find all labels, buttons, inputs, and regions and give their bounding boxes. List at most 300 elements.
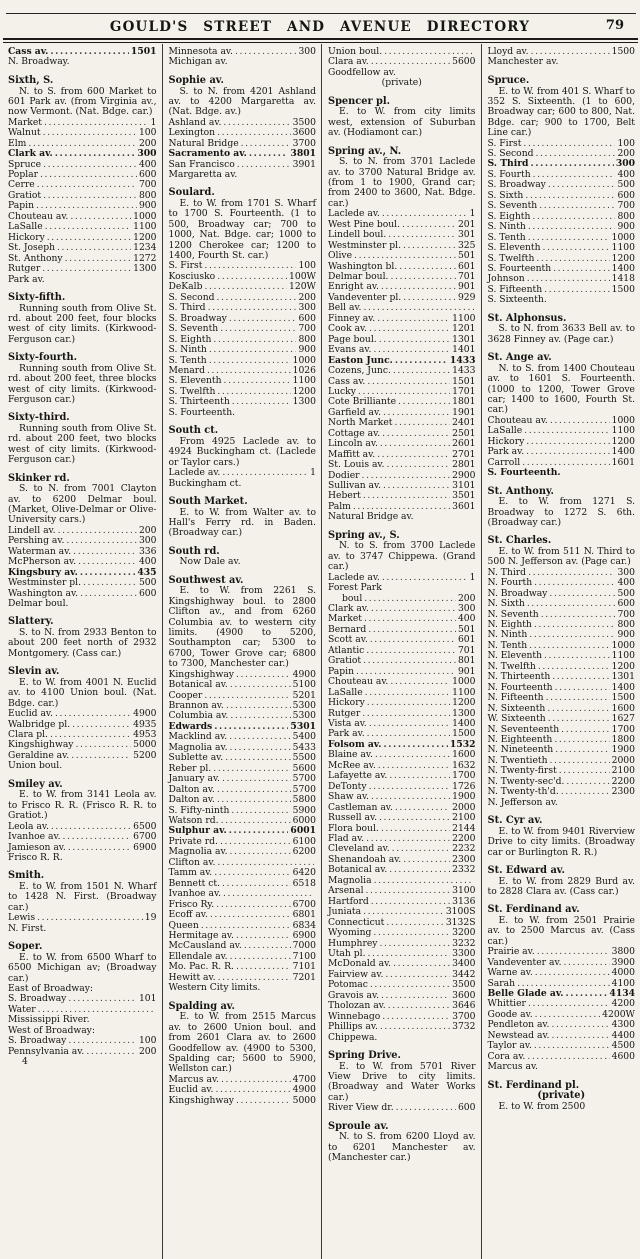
dot-leader bbox=[389, 771, 450, 781]
entry-house-number: 300 bbox=[457, 603, 476, 615]
entry-street-name: Laclede av. bbox=[328, 208, 380, 220]
directory-entry bbox=[328, 1103, 476, 1113]
dot-leader bbox=[57, 243, 131, 253]
dot-leader bbox=[65, 254, 131, 264]
dot-leader bbox=[50, 730, 131, 740]
street-heading: Slattery. bbox=[8, 616, 54, 628]
dot-leader bbox=[244, 941, 291, 951]
entry-house-number: 5000 bbox=[292, 1094, 316, 1106]
dot-leader bbox=[370, 635, 456, 645]
entry-street-name: Delmar boul. bbox=[328, 270, 389, 282]
street-block bbox=[488, 866, 636, 897]
entry-street-name: Menard bbox=[168, 365, 206, 376]
entry-house-number: 4000 bbox=[611, 967, 635, 979]
entry-house-number: 1726 bbox=[452, 780, 476, 792]
entry-street-name: Washington av. bbox=[8, 587, 79, 599]
entry-street-name: Private rd. bbox=[168, 835, 218, 847]
entry-street-name: S. Broadway bbox=[487, 179, 546, 191]
entry-street-name: Cook av. bbox=[328, 323, 368, 335]
entry-house-number: 5300 bbox=[292, 700, 316, 711]
entry-street-name: S. Broadway bbox=[8, 993, 67, 1005]
entry-street-name: Lucky bbox=[328, 385, 356, 397]
street-block bbox=[328, 1051, 476, 1114]
entry-street-name: Dodier bbox=[328, 469, 360, 481]
dot-leader bbox=[229, 314, 297, 324]
street-block bbox=[169, 1002, 317, 1106]
dot-leader bbox=[43, 160, 137, 170]
column-3 bbox=[321, 44, 481, 1259]
entry-street-name: Market bbox=[328, 613, 362, 625]
dot-leader bbox=[379, 939, 450, 949]
entry-house-number: 3132S bbox=[445, 916, 476, 928]
entry-street-name: Cerre bbox=[8, 179, 35, 191]
entry-street-name: Watson rd. bbox=[168, 814, 219, 826]
dot-leader bbox=[559, 766, 610, 776]
continuation-block bbox=[8, 47, 157, 68]
entry-street-name: N. Eighth bbox=[487, 619, 532, 631]
entry-street-name: Pennsylvania av. bbox=[8, 1045, 85, 1057]
street-block bbox=[8, 780, 157, 864]
entry-house-number: 1200 bbox=[133, 231, 157, 243]
dot-leader bbox=[236, 1096, 291, 1106]
entry-street-name: W. Sixteenth bbox=[487, 713, 546, 725]
directory-entry bbox=[8, 139, 157, 149]
entry-house-number: 2100 bbox=[611, 765, 635, 777]
entry-street-name: Ashland av. bbox=[168, 116, 222, 128]
entry-street-name: N. Thirteenth bbox=[487, 671, 551, 683]
entry-house-number: 7201 bbox=[292, 971, 316, 983]
entry-street-name: S. Fourteenth. bbox=[487, 467, 561, 479]
directory-entry bbox=[488, 968, 636, 978]
entry-house-number: 5301 bbox=[290, 720, 316, 732]
dot-leader bbox=[368, 949, 451, 959]
directory-entry bbox=[8, 709, 157, 719]
entry-street-name: McDonald av. bbox=[328, 958, 392, 970]
dot-leader bbox=[221, 1075, 291, 1085]
entry-street-name: Flora boul. bbox=[328, 822, 379, 834]
dot-leader bbox=[561, 725, 609, 735]
street-description: E. to W. from 6500 Wharf to 6500 Michigan av; (Broadway car.) bbox=[8, 951, 157, 984]
entry-house-number: 701 bbox=[457, 644, 476, 656]
entry-street-name: N. Twenty-sec'd. bbox=[487, 775, 565, 787]
entry-house-number: 3101 bbox=[452, 480, 476, 492]
directory-entry bbox=[169, 910, 317, 920]
dot-leader bbox=[383, 408, 450, 418]
entry-street-name: Hewitt av. bbox=[168, 971, 216, 983]
directory-entry bbox=[488, 714, 636, 724]
entry-street-name: Ellendale av. bbox=[168, 950, 228, 962]
dot-leader bbox=[403, 241, 456, 251]
entry-house-number: 5700 bbox=[292, 773, 316, 785]
entry-street-name: Botanical av. bbox=[168, 679, 228, 691]
street-heading: St. Cyr av. bbox=[487, 815, 543, 827]
street-heading: Spencer pl. bbox=[328, 95, 391, 107]
entry-street-name: Sublette av. bbox=[168, 752, 224, 764]
entry-house-number: 1433 bbox=[452, 365, 476, 377]
entry-house-number: 1100 bbox=[611, 242, 635, 254]
street-heading: South Market. bbox=[168, 495, 248, 507]
entry-street-name: Brannon av. bbox=[168, 700, 224, 711]
dot-leader bbox=[217, 128, 291, 138]
entry-house-number: 5300 bbox=[292, 710, 316, 722]
entry-house-number: 4600 bbox=[611, 1050, 635, 1062]
street-heading: Slevin av. bbox=[8, 666, 60, 678]
entry-street-name: Cottage av. bbox=[328, 427, 381, 439]
entry-house-number: 2000 bbox=[611, 754, 635, 766]
entry-house-number: 300 bbox=[137, 148, 157, 160]
entry-house-number: 5800 bbox=[292, 794, 316, 806]
entry-street-name: Euclid av. bbox=[168, 1084, 214, 1096]
dot-leader bbox=[373, 345, 450, 355]
dot-leader bbox=[80, 589, 137, 599]
dot-leader bbox=[217, 272, 287, 282]
dot-leader bbox=[528, 222, 616, 232]
dot-leader bbox=[28, 139, 137, 149]
entry-house-number: 3232 bbox=[452, 937, 476, 949]
street-description: N. to S. from 6200 Lloyd av. to 6201 Manchester av. (Manchester car.) bbox=[328, 1131, 476, 1164]
dot-leader bbox=[522, 458, 609, 468]
street-heading: Sixty-fourth. bbox=[8, 352, 78, 364]
dot-leader bbox=[392, 844, 450, 854]
entry-house-number: 3901 bbox=[292, 158, 316, 170]
directory-entry bbox=[169, 57, 317, 67]
dot-leader bbox=[217, 858, 314, 868]
entry-street-name: Wyoming bbox=[328, 927, 372, 939]
dot-leader bbox=[524, 426, 609, 436]
entry-street-name: Clara pl. bbox=[8, 729, 48, 740]
entry-house-number: 500 bbox=[617, 179, 635, 191]
dot-leader bbox=[394, 418, 450, 428]
entry-house-number: 6834 bbox=[292, 919, 316, 931]
entry-street-name: McPherson av. bbox=[8, 556, 77, 568]
street-heading: St. Edward av. bbox=[487, 864, 565, 876]
entry-street-name: Walnut bbox=[8, 127, 41, 139]
directory-entry bbox=[328, 78, 476, 88]
entry-street-name: Ecoff av. bbox=[168, 909, 208, 921]
entry-house-number: 6801 bbox=[292, 909, 316, 921]
directory-entry bbox=[8, 853, 157, 863]
street-description: E. to W. from Walter av. to Hall's Ferry rd. in Baden. (Broadway car.) bbox=[168, 506, 316, 539]
entry-street-name: Laclede av. bbox=[168, 467, 221, 479]
street-description: E. to W. from 2501 Prairie av. to 2500 Marcus av. (Cass car.) bbox=[487, 914, 635, 947]
dot-leader bbox=[38, 1005, 155, 1015]
entry-street-name: S. Ninth bbox=[168, 344, 207, 356]
entry-house-number: 4900 bbox=[292, 668, 316, 680]
entry-street-name: St. Anthony bbox=[8, 252, 63, 264]
entry-street-name: Elm bbox=[8, 137, 27, 149]
entry-street-name: Market bbox=[8, 116, 42, 128]
dot-leader bbox=[230, 952, 291, 962]
dot-leader bbox=[528, 568, 615, 578]
dot-leader bbox=[526, 437, 609, 447]
entry-house-number: 3601 bbox=[452, 500, 476, 512]
dot-leader bbox=[221, 816, 291, 826]
dot-leader bbox=[230, 743, 291, 753]
dot-leader bbox=[381, 991, 450, 1001]
entry-house-number: 300 bbox=[617, 566, 635, 578]
entry-house-number: 3600 bbox=[452, 989, 476, 1001]
entry-house-number: 800 bbox=[617, 210, 635, 222]
entry-house-number: 3700 bbox=[452, 1010, 476, 1022]
street-heading: South rd. bbox=[168, 545, 220, 557]
directory-entry bbox=[328, 1033, 476, 1043]
dot-leader bbox=[371, 57, 450, 67]
entry-street-name: S. Second bbox=[487, 147, 534, 159]
street-description: E. to W. from 511 N. Third to 500 N. Jefferson av. (Page car.) bbox=[487, 545, 635, 568]
dot-leader bbox=[214, 722, 288, 732]
entry-street-name: Arsenal bbox=[328, 885, 364, 897]
entry-street-name: Pendleton av. bbox=[487, 1019, 550, 1031]
entry-street-name: Maffitt av. bbox=[328, 448, 376, 460]
street-subheading: (private) bbox=[537, 1090, 586, 1102]
dot-leader bbox=[37, 180, 137, 190]
dot-leader bbox=[382, 573, 468, 583]
entry-house-number: 1200 bbox=[611, 252, 635, 264]
directory-entry bbox=[169, 983, 317, 993]
entry-street-name: Clara av. bbox=[328, 56, 369, 68]
entry-street-name: Park av. bbox=[487, 446, 525, 458]
street-block bbox=[8, 617, 157, 659]
entry-house-number: 4400 bbox=[611, 1029, 635, 1041]
entry-street-name: Poplar bbox=[8, 168, 39, 180]
entry-house-number: 2900 bbox=[452, 469, 476, 481]
entry-street-name: Lindell boul. bbox=[328, 229, 387, 241]
dot-leader bbox=[393, 959, 450, 969]
street-description: E. to W. from 401 S. Wharf to 352 S. Sixteenth. (1 to 600, Broadway car; 600 to 800, Nat. Bdge. car; 900 to 1700, Belt Line car.) bbox=[487, 85, 635, 139]
dot-leader bbox=[555, 745, 609, 755]
header-rule bbox=[3, 38, 638, 43]
entry-house-number: 300 bbox=[298, 302, 316, 314]
dot-leader bbox=[40, 170, 137, 180]
dot-leader bbox=[225, 753, 290, 763]
dot-leader bbox=[44, 118, 149, 128]
entry-house-number: 1401 bbox=[452, 344, 476, 356]
entry-street-name: N. Sixth bbox=[487, 598, 525, 610]
dot-leader bbox=[535, 1010, 601, 1020]
entry-street-name: Lincoln av. bbox=[328, 438, 378, 450]
entry-street-name: Columbia av. bbox=[168, 710, 229, 722]
entry-street-name: Magnolia av. bbox=[168, 741, 228, 753]
dot-leader bbox=[365, 688, 450, 698]
dot-leader bbox=[553, 264, 609, 274]
dot-leader bbox=[363, 656, 456, 666]
street-description: E. to W. from 9401 Riverview Drive to city limits. (Broadway car or Burlington R. R.) bbox=[487, 825, 635, 858]
dot-leader bbox=[213, 764, 290, 774]
street-block bbox=[169, 188, 317, 418]
entry-street-name: Atlantic bbox=[328, 644, 365, 656]
dot-leader bbox=[370, 980, 450, 990]
entry-house-number: 2232 bbox=[452, 843, 476, 855]
entry-street-name: Russell av. bbox=[328, 812, 377, 824]
entry-street-name: Lexington bbox=[168, 127, 216, 139]
entry-street-name: Pershing av. bbox=[8, 535, 65, 547]
entry-house-number: 3100S bbox=[445, 906, 476, 918]
entry-house-number: 400 bbox=[138, 556, 157, 568]
dot-leader bbox=[395, 356, 448, 366]
entry-house-number: 1000 bbox=[292, 354, 316, 366]
entry-street-name: Carroll bbox=[487, 456, 521, 468]
dot-leader bbox=[364, 594, 456, 604]
street-description: S. to N. from 2933 Benton to about 200 feet north of 2932 Montgomery. (Cass car.) bbox=[8, 627, 157, 659]
entry-house-number: 1701 bbox=[452, 385, 476, 397]
directory-entry bbox=[169, 345, 317, 355]
dot-leader bbox=[223, 889, 314, 899]
entry-house-number: 5201 bbox=[292, 689, 316, 701]
entry-street-name: Gratiot bbox=[8, 189, 42, 201]
continuation-block bbox=[169, 47, 317, 68]
entry-street-name: McRee av. bbox=[328, 759, 376, 771]
entry-house-number: 1901 bbox=[452, 406, 476, 418]
entry-house-number: 3136 bbox=[452, 895, 476, 907]
dot-leader bbox=[547, 704, 609, 714]
entry-street-name: Prairie av. bbox=[487, 946, 535, 958]
dot-leader bbox=[363, 491, 450, 501]
entry-house-number: 700 bbox=[617, 608, 635, 620]
entry-house-number: 1700 bbox=[611, 723, 635, 735]
entry-house-number: 501 bbox=[457, 250, 476, 262]
dot-leader bbox=[550, 416, 610, 426]
dot-leader bbox=[37, 913, 143, 923]
dot-leader bbox=[381, 282, 456, 292]
entry-street-name: DeKalb bbox=[168, 281, 203, 293]
dot-leader bbox=[51, 822, 131, 832]
street-description: E. to W. from 4001 N. Euclid av. to 4100 Union boul. (Nat. Bdge. car.) bbox=[8, 676, 157, 709]
entry-street-name: Juniata bbox=[328, 906, 362, 918]
dot-leader bbox=[201, 921, 291, 931]
entry-house-number: 1200 bbox=[292, 385, 316, 397]
entry-street-name: West of Broadway: bbox=[8, 1024, 95, 1036]
directory-entry bbox=[488, 295, 636, 305]
entry-street-name: S. Tenth bbox=[168, 354, 207, 366]
continuation-block bbox=[328, 47, 476, 89]
dot-leader bbox=[80, 568, 136, 578]
entry-house-number: 6900 bbox=[133, 841, 157, 853]
dot-leader bbox=[551, 1031, 609, 1041]
entry-house-number: 6001 bbox=[290, 825, 316, 837]
dot-leader bbox=[534, 620, 616, 630]
entry-street-name: S. Third bbox=[487, 158, 529, 170]
entry-house-number: 1 bbox=[469, 571, 476, 583]
dot-leader bbox=[543, 243, 610, 253]
street-heading: St. Charles. bbox=[487, 535, 552, 547]
entry-house-number: 500 bbox=[617, 587, 635, 599]
entry-street-name: S. Third bbox=[168, 302, 206, 314]
dot-leader bbox=[217, 387, 290, 397]
entry-house-number: 1400 bbox=[611, 262, 635, 274]
directory-entry bbox=[169, 1096, 317, 1106]
entry-house-number: 100 bbox=[298, 260, 316, 272]
entry-house-number: 1500 bbox=[611, 46, 635, 57]
entry-house-number: 301 bbox=[457, 229, 476, 241]
dot-leader bbox=[68, 1036, 137, 1046]
directory-entry bbox=[488, 1062, 636, 1072]
dot-leader bbox=[204, 691, 290, 701]
entry-house-number: 1400 bbox=[452, 718, 476, 729]
entry-street-name: East of Broadway: bbox=[8, 982, 94, 994]
entry-house-number: 400 bbox=[617, 168, 635, 180]
dot-leader bbox=[398, 397, 450, 407]
entry-house-number: 5400 bbox=[292, 731, 316, 743]
dot-leader bbox=[226, 701, 291, 711]
entry-street-name: Bernard bbox=[328, 623, 367, 635]
dot-leader bbox=[544, 651, 610, 661]
dot-leader bbox=[527, 599, 616, 609]
column-2 bbox=[162, 44, 322, 1259]
entry-house-number: 1100 bbox=[292, 375, 316, 387]
entry-street-name: Hebert bbox=[328, 490, 361, 502]
dot-leader bbox=[378, 761, 450, 771]
entry-street-name: Westminster pl. bbox=[8, 577, 82, 589]
entry-street-name: San Francisco bbox=[168, 158, 235, 170]
entry-house-number: 100 bbox=[138, 127, 157, 139]
entry-house-number: 5600 bbox=[452, 56, 476, 68]
dot-leader bbox=[358, 387, 450, 397]
entry-street-name: Lloyd av. bbox=[487, 46, 529, 57]
entry-street-name: Kingshighway bbox=[8, 739, 74, 751]
entry-house-number: 1433 bbox=[449, 354, 476, 366]
entry-house-number: 1501 bbox=[130, 46, 157, 57]
entry-street-name: Rutger bbox=[328, 707, 361, 719]
directory-entry bbox=[169, 170, 317, 180]
dot-leader bbox=[534, 578, 615, 588]
dot-leader bbox=[362, 471, 451, 481]
street-heading: St. Ferdinand pl. bbox=[487, 1079, 580, 1091]
dot-leader bbox=[517, 979, 610, 989]
dot-leader bbox=[544, 285, 609, 295]
street-block bbox=[328, 1122, 476, 1164]
dot-leader bbox=[528, 999, 610, 1009]
continuation-block bbox=[488, 47, 636, 68]
entry-house-number: 6500 bbox=[133, 820, 157, 832]
entry-house-number: 3200 bbox=[452, 927, 476, 939]
entry-house-number: 4100 bbox=[611, 977, 635, 989]
dot-leader bbox=[363, 907, 444, 917]
entry-house-number: 1300 bbox=[292, 396, 316, 408]
entry-house-number: 1500 bbox=[452, 728, 476, 740]
directory-entry bbox=[328, 460, 476, 470]
entry-street-name: Gravois av. bbox=[328, 989, 380, 1001]
entry-house-number: 1100 bbox=[452, 686, 476, 698]
entry-house-number: 5100 bbox=[292, 679, 316, 691]
entry-house-number: 1632 bbox=[452, 759, 476, 771]
directory-entry bbox=[8, 275, 157, 285]
dot-leader bbox=[249, 149, 289, 159]
entry-street-name: Chouteau av. bbox=[8, 210, 69, 222]
entry-house-number: 1418 bbox=[611, 273, 635, 285]
entry-street-name: S. Fifty-ninth bbox=[168, 804, 230, 816]
entry-street-name: S. Ninth bbox=[487, 221, 526, 233]
entry-house-number: 1800 bbox=[611, 734, 635, 745]
dot-leader bbox=[395, 803, 450, 813]
street-description: S. to N. from 7001 Clayton av. to 6200 Delmar boul. (Market, Olive-Delmar or Olive-University cars.) bbox=[8, 483, 157, 526]
entry-house-number: 2501 bbox=[452, 427, 476, 439]
entry-house-number: 3600 bbox=[292, 127, 316, 139]
entry-house-number: 1600 bbox=[611, 702, 635, 714]
dot-leader bbox=[402, 220, 456, 230]
entry-street-name: S. Twelfth bbox=[168, 385, 216, 397]
entry-house-number: 1201 bbox=[452, 323, 476, 335]
dot-leader bbox=[390, 272, 456, 282]
street-block bbox=[488, 76, 636, 306]
entry-house-number: 200 bbox=[138, 137, 157, 149]
entry-street-name: Westminster pl. bbox=[328, 239, 402, 251]
entry-house-number: 601 bbox=[457, 634, 476, 646]
entry-house-number: 200 bbox=[457, 592, 476, 604]
street-block bbox=[169, 576, 317, 994]
entry-street-name: Botanical av. bbox=[328, 864, 388, 876]
entry-street-name: Cleveland av. bbox=[328, 843, 390, 855]
entry-street-name: S. Eleventh bbox=[168, 375, 222, 387]
